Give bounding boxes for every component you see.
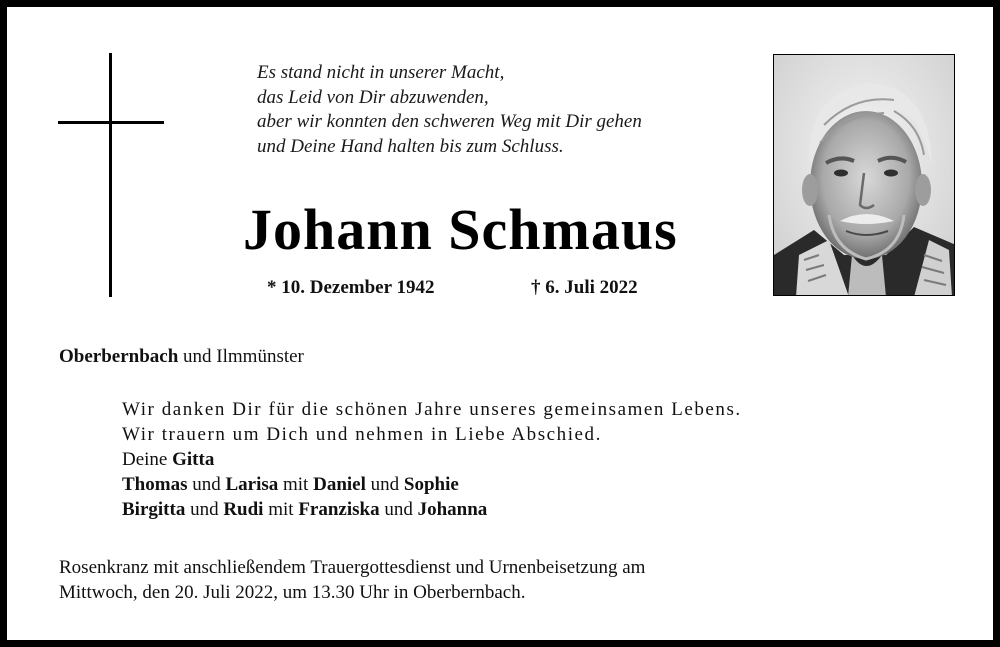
poem-line: Es stand nicht in unserer Macht, bbox=[257, 62, 505, 83]
thanks-block bbox=[122, 397, 742, 522]
signature-name: Johanna bbox=[417, 499, 488, 520]
signature-connector: mit bbox=[283, 474, 309, 495]
birth-date: * 10. Dezember 1942 bbox=[267, 277, 435, 298]
signature-connector: und bbox=[192, 474, 221, 495]
thanks-line: Wir trauern um Dich und nehmen in Liebe Abschied. bbox=[122, 424, 602, 445]
poem-line: und Deine Hand halten bis zum Schluss. bbox=[257, 135, 564, 157]
death-date: † 6. Juli 2022 bbox=[531, 277, 638, 298]
poem bbox=[257, 61, 642, 159]
signature-line bbox=[122, 472, 742, 497]
signature-name: Gitta bbox=[172, 449, 215, 470]
signature-deine: Deine bbox=[122, 449, 168, 470]
signature-connector: und bbox=[370, 474, 400, 495]
signature-name: Franziska bbox=[298, 499, 380, 520]
poem-line: aber wir konnten den schweren Weg mit Dir gehen bbox=[257, 111, 642, 132]
place-secondary: Ilmmünster bbox=[216, 346, 304, 367]
poem-line: das Leid von Dir abzuwenden, bbox=[257, 86, 489, 108]
service-line: Rosenkranz mit anschließendem Trauergottesdienst und Urnenbeisetzung am bbox=[59, 557, 646, 578]
service-info bbox=[59, 555, 645, 605]
cross-icon-horizontal bbox=[58, 121, 164, 124]
thanks-line: Wir danken Dir für die schönen Jahre unseres gemeinsamen Lebens. bbox=[122, 399, 742, 420]
deceased-name: Johann Schmaus bbox=[243, 197, 678, 262]
signature-connector: und bbox=[190, 499, 219, 520]
signature-name: Birgitta bbox=[122, 499, 186, 520]
portrait-photo bbox=[773, 54, 955, 296]
signature-name: Daniel bbox=[313, 474, 366, 495]
place-connector: und bbox=[183, 346, 212, 367]
signature-name: Sophie bbox=[403, 474, 459, 495]
signature-name: Larisa bbox=[225, 474, 279, 495]
signature-name: Rudi bbox=[223, 499, 264, 520]
service-line: Mittwoch, den 20. Juli 2022, um 13.30 Uhr in Oberbernbach. bbox=[59, 582, 526, 603]
signature-name: Thomas bbox=[122, 474, 188, 495]
cross-icon-vertical bbox=[109, 53, 112, 297]
signature-connector: mit bbox=[268, 499, 294, 520]
place-line bbox=[59, 346, 304, 368]
signature-line bbox=[122, 447, 742, 472]
place-primary: Oberbernbach bbox=[59, 346, 179, 367]
signature-connector: und bbox=[384, 499, 413, 520]
signature-line bbox=[122, 497, 742, 522]
